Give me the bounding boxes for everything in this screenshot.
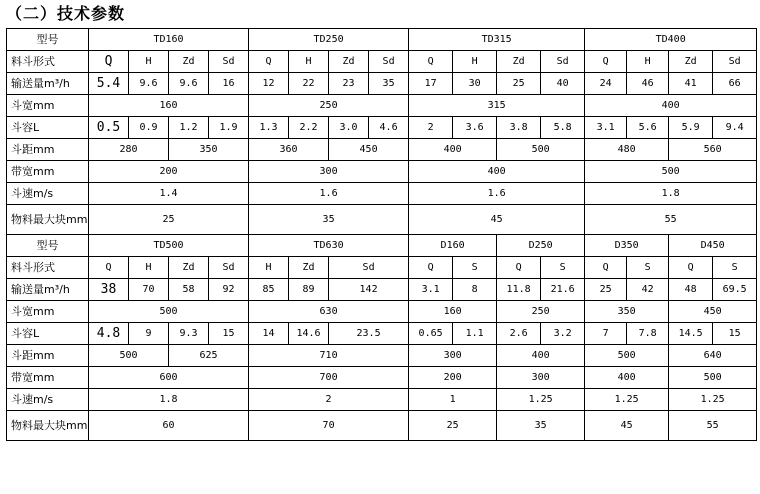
table-row: [7, 323, 757, 345]
row-label-cell: 物料最大块mm: [7, 411, 89, 441]
table-cell: 500: [89, 301, 249, 323]
table-cell: 8: [453, 279, 497, 301]
table-cell: Q: [585, 51, 627, 73]
row-label-cell: 斗容L: [7, 323, 89, 345]
table-cell: 700: [249, 367, 409, 389]
table-cell: 2: [409, 117, 453, 139]
table-cell: 14.5: [669, 323, 713, 345]
table-cell: H: [249, 257, 289, 279]
table-cell: 1.8: [89, 389, 249, 411]
table-cell: 400: [497, 345, 585, 367]
table-cell: 45: [409, 205, 585, 235]
table-cell: 14.6: [289, 323, 329, 345]
row-label-cell: 斗速m/s: [7, 389, 89, 411]
row-label-cell: 斗距mm: [7, 345, 89, 367]
table-cell: 3.8: [497, 117, 541, 139]
table-cell: 1.25: [585, 389, 669, 411]
table-cell: 92: [209, 279, 249, 301]
table-cell: 24: [585, 73, 627, 95]
table-cell: 35: [369, 73, 409, 95]
table-row: [7, 161, 757, 183]
table-cell: 5.6: [627, 117, 669, 139]
table-cell: 200: [409, 367, 497, 389]
table-cell: 38: [89, 279, 129, 301]
table-cell: 40: [541, 73, 585, 95]
table-cell: 69.5: [713, 279, 757, 301]
table-cell: 400: [585, 367, 669, 389]
table-cell: 58: [169, 279, 209, 301]
table-cell: Q: [669, 257, 713, 279]
table-cell: 5.4: [89, 73, 129, 95]
table-cell: 2.6: [497, 323, 541, 345]
table-row: [7, 51, 757, 73]
table-cell: 1.25: [669, 389, 757, 411]
table-cell: 250: [497, 301, 585, 323]
table-cell: 5.9: [669, 117, 713, 139]
table-cell: 3.6: [453, 117, 497, 139]
table-cell: 11.8: [497, 279, 541, 301]
table-cell: 25: [585, 279, 627, 301]
table-cell: 500: [669, 367, 757, 389]
table-cell: Sd: [209, 257, 249, 279]
row-label-cell: 带宽mm: [7, 161, 89, 183]
table-cell: Zd: [497, 51, 541, 73]
row-label-cell: 型号: [7, 29, 89, 51]
table-cell: 160: [89, 95, 249, 117]
table-cell: 17: [409, 73, 453, 95]
table-cell: 3.1: [409, 279, 453, 301]
table-cell: 12: [249, 73, 289, 95]
table-cell: 7.8: [627, 323, 669, 345]
table-cell: 3.2: [541, 323, 585, 345]
table-cell: D250: [497, 235, 585, 257]
table-cell: Sd: [369, 51, 409, 73]
table-cell: 3.1: [585, 117, 627, 139]
row-label-cell: 物料最大块mm: [7, 205, 89, 235]
table-cell: 1.25: [497, 389, 585, 411]
table-row: [7, 367, 757, 389]
table-cell: 1.4: [89, 183, 249, 205]
table-cell: 3.0: [329, 117, 369, 139]
table-cell: S: [541, 257, 585, 279]
table-cell: 500: [585, 161, 757, 183]
table-cell: 70: [249, 411, 409, 441]
table-cell: 9.4: [713, 117, 757, 139]
table-cell: 1.2: [169, 117, 209, 139]
row-label-cell: 型号: [7, 235, 89, 257]
table-cell: 350: [585, 301, 669, 323]
table-cell: 400: [409, 139, 497, 161]
table-cell: 0.9: [129, 117, 169, 139]
table-cell: Zd: [169, 257, 209, 279]
table-cell: 1.6: [409, 183, 585, 205]
table-row: [7, 183, 757, 205]
row-label-cell: 料斗形式: [7, 51, 89, 73]
table-cell: TD630: [249, 235, 409, 257]
table-cell: S: [627, 257, 669, 279]
table-cell: H: [627, 51, 669, 73]
table-cell: TD250: [249, 29, 409, 51]
table-cell: Q: [409, 51, 453, 73]
row-label-cell: 斗距mm: [7, 139, 89, 161]
row-label-cell: 斗宽mm: [7, 95, 89, 117]
table-row: [7, 389, 757, 411]
table-cell: 300: [409, 345, 497, 367]
table-cell: D350: [585, 235, 669, 257]
table-cell: 41: [669, 73, 713, 95]
table-cell: 300: [497, 367, 585, 389]
table-cell: 560: [669, 139, 757, 161]
table-cell: 625: [169, 345, 249, 367]
table-cell: 66: [713, 73, 757, 95]
table-cell: 7: [585, 323, 627, 345]
table-cell: 142: [329, 279, 409, 301]
table-cell: 315: [409, 95, 585, 117]
table-cell: 16: [209, 73, 249, 95]
row-label-cell: 斗速m/s: [7, 183, 89, 205]
table-cell: Zd: [669, 51, 713, 73]
table-cell: TD160: [89, 29, 249, 51]
table-cell: Sd: [541, 51, 585, 73]
table-cell: S: [713, 257, 757, 279]
table-cell: 25: [409, 411, 497, 441]
table-cell: 300: [249, 161, 409, 183]
table-cell: 500: [497, 139, 585, 161]
table-cell: 30: [453, 73, 497, 95]
table-cell: 23: [329, 73, 369, 95]
table-cell: 9.3: [169, 323, 209, 345]
table-cell: 710: [249, 345, 409, 367]
table-cell: 21.6: [541, 279, 585, 301]
row-label-cell: 带宽mm: [7, 367, 89, 389]
row-label-cell: 输送量m³/h: [7, 73, 89, 95]
table-cell: 0.5: [89, 117, 129, 139]
table-cell: 9: [129, 323, 169, 345]
table-cell: H: [453, 51, 497, 73]
table-row: [7, 279, 757, 301]
table-cell: 45: [585, 411, 669, 441]
row-label-cell: 斗宽mm: [7, 301, 89, 323]
table-cell: 400: [585, 95, 757, 117]
table-cell: 55: [585, 205, 757, 235]
table-cell: 480: [585, 139, 669, 161]
table-cell: 600: [89, 367, 249, 389]
table-cell: 85: [249, 279, 289, 301]
table-cell: 350: [169, 139, 249, 161]
table-row: [7, 345, 757, 367]
table-cell: 160: [409, 301, 497, 323]
table-cell: 1.3: [249, 117, 289, 139]
table-cell: 15: [713, 323, 757, 345]
table-row: [7, 73, 757, 95]
table-cell: 60: [89, 411, 249, 441]
table-cell: 25: [89, 205, 249, 235]
table-cell: Q: [409, 257, 453, 279]
table-cell: 2.2: [289, 117, 329, 139]
table-cell: 4.8: [89, 323, 129, 345]
table-cell: TD400: [585, 29, 757, 51]
table-body: [7, 29, 757, 441]
row-label-cell: 输送量m³/h: [7, 279, 89, 301]
table-row: [7, 235, 757, 257]
table-row: [7, 411, 757, 441]
table-cell: TD315: [409, 29, 585, 51]
table-cell: 15: [209, 323, 249, 345]
table-cell: 500: [585, 345, 669, 367]
table-cell: 9.6: [129, 73, 169, 95]
table-cell: 450: [669, 301, 757, 323]
table-cell: 280: [89, 139, 169, 161]
table-cell: 48: [669, 279, 713, 301]
tech-params-table: [6, 28, 757, 441]
table-cell: H: [129, 51, 169, 73]
table-cell: Zd: [169, 51, 209, 73]
table-cell: Sd: [329, 257, 409, 279]
table-row: [7, 257, 757, 279]
table-row: [7, 29, 757, 51]
section-title: （二）技术参数: [6, 4, 126, 23]
table-cell: 400: [409, 161, 585, 183]
table-cell: 5.8: [541, 117, 585, 139]
table-cell: 1.8: [585, 183, 757, 205]
table-cell: 0.65: [409, 323, 453, 345]
table-cell: D160: [409, 235, 497, 257]
table-cell: Sd: [209, 51, 249, 73]
table-row: [7, 117, 757, 139]
table-cell: 2: [249, 389, 409, 411]
table-cell: 22: [289, 73, 329, 95]
table-cell: 35: [497, 411, 585, 441]
table-cell: 55: [669, 411, 757, 441]
table-cell: 70: [129, 279, 169, 301]
table-cell: 42: [627, 279, 669, 301]
table-cell: 640: [669, 345, 757, 367]
table-cell: 200: [89, 161, 249, 183]
table-cell: Sd: [713, 51, 757, 73]
table-cell: 1.6: [249, 183, 409, 205]
table-row: [7, 205, 757, 235]
table-cell: Zd: [329, 51, 369, 73]
table-cell: 360: [249, 139, 329, 161]
table-cell: H: [289, 51, 329, 73]
table-cell: 4.6: [369, 117, 409, 139]
table-cell: S: [453, 257, 497, 279]
table-cell: Q: [89, 257, 129, 279]
table-cell: 450: [329, 139, 409, 161]
table-cell: H: [129, 257, 169, 279]
table-cell: Q: [497, 257, 541, 279]
table-cell: 25: [497, 73, 541, 95]
table-cell: 23.5: [329, 323, 409, 345]
table-cell: 9.6: [169, 73, 209, 95]
table-row: [7, 95, 757, 117]
table-cell: Zd: [289, 257, 329, 279]
table-row: [7, 139, 757, 161]
table-cell: Q: [585, 257, 627, 279]
row-label-cell: 料斗形式: [7, 257, 89, 279]
table-cell: 14: [249, 323, 289, 345]
row-label-cell: 斗容L: [7, 117, 89, 139]
table-cell: 89: [289, 279, 329, 301]
table-cell: 1.1: [453, 323, 497, 345]
table-cell: 35: [249, 205, 409, 235]
table-cell: Q: [249, 51, 289, 73]
table-cell: 1: [409, 389, 497, 411]
table-cell: 46: [627, 73, 669, 95]
table-cell: 1.9: [209, 117, 249, 139]
table-cell: Q: [89, 51, 129, 73]
table-cell: 630: [249, 301, 409, 323]
table-row: [7, 301, 757, 323]
table-cell: 500: [89, 345, 169, 367]
table-cell: 250: [249, 95, 409, 117]
table-cell: TD500: [89, 235, 249, 257]
table-cell: D450: [669, 235, 757, 257]
